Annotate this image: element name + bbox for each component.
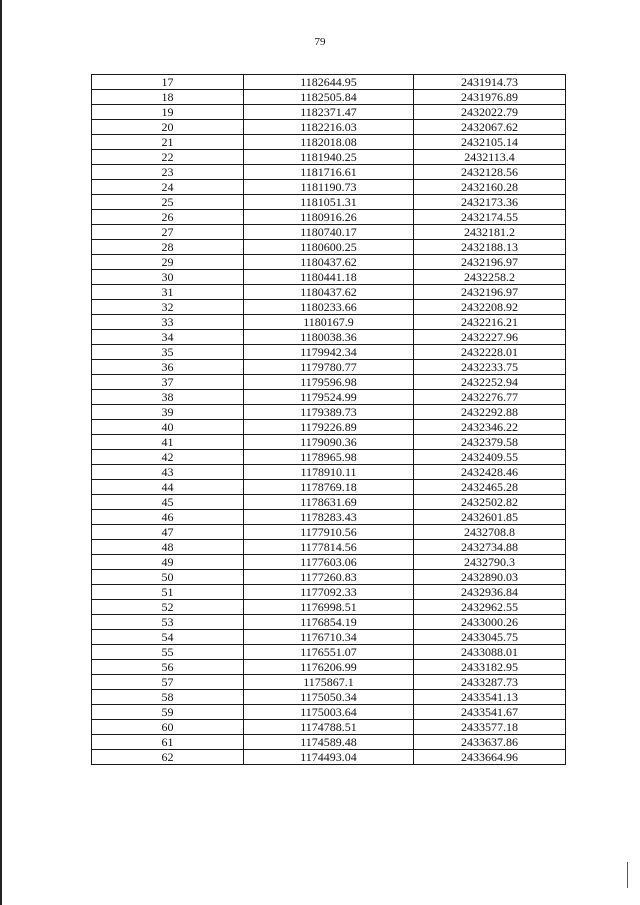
point-number-cell: 22: [92, 150, 244, 165]
y-coordinate-cell: 2433664.96: [414, 750, 566, 765]
table-row: [92, 330, 566, 345]
y-coordinate-cell: 2433637.86: [414, 735, 566, 750]
x-coordinate-cell: 1182644.95: [244, 75, 414, 90]
x-coordinate-cell: 1176206.99: [244, 660, 414, 675]
x-coordinate-cell: 1180437.62: [244, 255, 414, 270]
y-coordinate-cell: 2432465.28: [414, 480, 566, 495]
y-coordinate-cell: 2432173.36: [414, 195, 566, 210]
y-coordinate-cell: 2433182.95: [414, 660, 566, 675]
table-row: [92, 135, 566, 150]
y-coordinate-cell: 2432022.79: [414, 105, 566, 120]
y-coordinate-cell: 2432734.88: [414, 540, 566, 555]
y-coordinate-cell: 2432233.75: [414, 360, 566, 375]
scan-left-edge: [0, 0, 2, 905]
point-number-cell: 23: [92, 165, 244, 180]
y-coordinate-cell: 2432105.14: [414, 135, 566, 150]
x-coordinate-cell: 1179090.36: [244, 435, 414, 450]
point-number-cell: 54: [92, 630, 244, 645]
point-number-cell: 52: [92, 600, 244, 615]
y-coordinate-cell: 2432181.2: [414, 225, 566, 240]
x-coordinate-cell: 1174589.48: [244, 735, 414, 750]
page-number: 79: [314, 36, 326, 48]
point-number-cell: 49: [92, 555, 244, 570]
point-number-cell: 28: [92, 240, 244, 255]
point-number-cell: 60: [92, 720, 244, 735]
point-number-cell: 25: [92, 195, 244, 210]
point-number-cell: 40: [92, 420, 244, 435]
y-coordinate-cell: 2432936.84: [414, 585, 566, 600]
table-row: [92, 675, 566, 690]
table-row: [92, 510, 566, 525]
point-number-cell: 27: [92, 225, 244, 240]
point-number-cell: 37: [92, 375, 244, 390]
point-number-cell: 51: [92, 585, 244, 600]
y-coordinate-cell: 2433541.67: [414, 705, 566, 720]
point-number-cell: 47: [92, 525, 244, 540]
scan-margin-mark: [627, 862, 628, 888]
x-coordinate-cell: 1182018.08: [244, 135, 414, 150]
table-row: [92, 435, 566, 450]
y-coordinate-cell: 2432292.88: [414, 405, 566, 420]
y-coordinate-cell: 2432276.77: [414, 390, 566, 405]
y-coordinate-cell: 2431976.89: [414, 90, 566, 105]
table-row: [92, 540, 566, 555]
table-row: [92, 315, 566, 330]
point-number-cell: 58: [92, 690, 244, 705]
x-coordinate-cell: 1177092.33: [244, 585, 414, 600]
point-number-cell: 29: [92, 255, 244, 270]
y-coordinate-cell: 2432428.46: [414, 465, 566, 480]
table-row: [92, 735, 566, 750]
y-coordinate-cell: 2433287.73: [414, 675, 566, 690]
table-row: [92, 750, 566, 765]
point-number-cell: 18: [92, 90, 244, 105]
point-number-cell: 57: [92, 675, 244, 690]
x-coordinate-cell: 1177260.83: [244, 570, 414, 585]
table-row: [92, 720, 566, 735]
x-coordinate-cell: 1179780.77: [244, 360, 414, 375]
point-number-cell: 50: [92, 570, 244, 585]
table-row: [92, 615, 566, 630]
point-number-cell: 24: [92, 180, 244, 195]
x-coordinate-cell: 1174493.04: [244, 750, 414, 765]
table-row: [92, 525, 566, 540]
point-number-cell: 31: [92, 285, 244, 300]
x-coordinate-cell: 1180740.17: [244, 225, 414, 240]
x-coordinate-cell: 1181051.31: [244, 195, 414, 210]
table-row: [92, 345, 566, 360]
x-coordinate-cell: 1182505.84: [244, 90, 414, 105]
x-coordinate-cell: 1176854.19: [244, 615, 414, 630]
point-number-cell: 61: [92, 735, 244, 750]
point-number-cell: 55: [92, 645, 244, 660]
y-coordinate-cell: 2432067.62: [414, 120, 566, 135]
point-number-cell: 17: [92, 75, 244, 90]
table-row: [92, 255, 566, 270]
table-row: [92, 495, 566, 510]
y-coordinate-cell: 2432708.8: [414, 525, 566, 540]
table-row: [92, 585, 566, 600]
y-coordinate-cell: 2432208.92: [414, 300, 566, 315]
point-number-cell: 30: [92, 270, 244, 285]
y-coordinate-cell: 2432502.82: [414, 495, 566, 510]
x-coordinate-cell: 1178769.18: [244, 480, 414, 495]
y-coordinate-cell: 2432228.01: [414, 345, 566, 360]
table-row: [92, 165, 566, 180]
point-number-cell: 35: [92, 345, 244, 360]
y-coordinate-cell: 2432196.97: [414, 285, 566, 300]
table-row: [92, 390, 566, 405]
y-coordinate-cell: 2432128.56: [414, 165, 566, 180]
point-number-cell: 21: [92, 135, 244, 150]
x-coordinate-cell: 1177603.06: [244, 555, 414, 570]
x-coordinate-cell: 1178910.11: [244, 465, 414, 480]
table-row: [92, 270, 566, 285]
x-coordinate-cell: 1176551.07: [244, 645, 414, 660]
x-coordinate-cell: 1179226.89: [244, 420, 414, 435]
table-row: [92, 375, 566, 390]
table-row: [92, 660, 566, 675]
point-number-cell: 32: [92, 300, 244, 315]
x-coordinate-cell: 1180600.25: [244, 240, 414, 255]
point-number-cell: 45: [92, 495, 244, 510]
x-coordinate-cell: 1180233.66: [244, 300, 414, 315]
table-row: [92, 210, 566, 225]
x-coordinate-cell: 1178283.43: [244, 510, 414, 525]
y-coordinate-cell: 2432962.55: [414, 600, 566, 615]
y-coordinate-cell: 2432379.58: [414, 435, 566, 450]
table-row: [92, 570, 566, 585]
point-number-cell: 34: [92, 330, 244, 345]
y-coordinate-cell: 2433045.75: [414, 630, 566, 645]
x-coordinate-cell: 1174788.51: [244, 720, 414, 735]
x-coordinate-cell: 1182216.03: [244, 120, 414, 135]
x-coordinate-cell: 1180441.18: [244, 270, 414, 285]
x-coordinate-cell: 1180167.9: [244, 315, 414, 330]
table-row: [92, 105, 566, 120]
table-row: [92, 75, 566, 90]
point-number-cell: 53: [92, 615, 244, 630]
y-coordinate-cell: 2432160.28: [414, 180, 566, 195]
point-number-cell: 48: [92, 540, 244, 555]
point-number-cell: 39: [92, 405, 244, 420]
y-coordinate-cell: 2432790.3: [414, 555, 566, 570]
table-row: [92, 465, 566, 480]
point-number-cell: 20: [92, 120, 244, 135]
x-coordinate-cell: 1176998.51: [244, 600, 414, 615]
table-row: [92, 630, 566, 645]
x-coordinate-cell: 1180916.26: [244, 210, 414, 225]
table-row: [92, 690, 566, 705]
y-coordinate-cell: 2432174.55: [414, 210, 566, 225]
table-row: [92, 360, 566, 375]
y-coordinate-cell: 2432890.03: [414, 570, 566, 585]
x-coordinate-cell: 1176710.34: [244, 630, 414, 645]
y-coordinate-cell: 2432188.13: [414, 240, 566, 255]
y-coordinate-cell: 2433000.26: [414, 615, 566, 630]
y-coordinate-cell: 2432409.55: [414, 450, 566, 465]
table-row: [92, 600, 566, 615]
y-coordinate-cell: 2432601.85: [414, 510, 566, 525]
y-coordinate-cell: 2432113.4: [414, 150, 566, 165]
table-row: [92, 555, 566, 570]
table-row: [92, 645, 566, 660]
table-row: [92, 705, 566, 720]
table-row: [92, 285, 566, 300]
y-coordinate-cell: 2432346.22: [414, 420, 566, 435]
point-number-cell: 43: [92, 465, 244, 480]
x-coordinate-cell: 1178965.98: [244, 450, 414, 465]
x-coordinate-cell: 1181190.73: [244, 180, 414, 195]
x-coordinate-cell: 1175050.34: [244, 690, 414, 705]
y-coordinate-cell: 2431914.73: [414, 75, 566, 90]
x-coordinate-cell: 1175003.64: [244, 705, 414, 720]
x-coordinate-cell: 1179389.73: [244, 405, 414, 420]
point-number-cell: 44: [92, 480, 244, 495]
table-row: [92, 225, 566, 240]
x-coordinate-cell: 1175867.1: [244, 675, 414, 690]
table-row: [92, 150, 566, 165]
point-number-cell: 56: [92, 660, 244, 675]
y-coordinate-cell: 2432216.21: [414, 315, 566, 330]
table-row: [92, 420, 566, 435]
table-row: [92, 120, 566, 135]
table-row: [92, 480, 566, 495]
table-row: [92, 180, 566, 195]
x-coordinate-cell: 1179596.98: [244, 375, 414, 390]
y-coordinate-cell: 2432252.94: [414, 375, 566, 390]
x-coordinate-cell: 1179524.99: [244, 390, 414, 405]
point-number-cell: 41: [92, 435, 244, 450]
x-coordinate-cell: 1179942.34: [244, 345, 414, 360]
coordinates-table: [91, 74, 566, 765]
coordinates-table-body: [92, 75, 566, 765]
table-row: [92, 405, 566, 420]
x-coordinate-cell: 1178631.69: [244, 495, 414, 510]
point-number-cell: 46: [92, 510, 244, 525]
table-row: [92, 195, 566, 210]
y-coordinate-cell: 2432227.96: [414, 330, 566, 345]
point-number-cell: 62: [92, 750, 244, 765]
point-number-cell: 33: [92, 315, 244, 330]
point-number-cell: 42: [92, 450, 244, 465]
point-number-cell: 36: [92, 360, 244, 375]
y-coordinate-cell: 2432258.2: [414, 270, 566, 285]
x-coordinate-cell: 1182371.47: [244, 105, 414, 120]
y-coordinate-cell: 2433541.13: [414, 690, 566, 705]
x-coordinate-cell: 1180437.62: [244, 285, 414, 300]
table-row: [92, 450, 566, 465]
point-number-cell: 26: [92, 210, 244, 225]
x-coordinate-cell: 1180038.36: [244, 330, 414, 345]
x-coordinate-cell: 1177814.56: [244, 540, 414, 555]
x-coordinate-cell: 1181716.61: [244, 165, 414, 180]
table-row: [92, 90, 566, 105]
point-number-cell: 59: [92, 705, 244, 720]
point-number-cell: 19: [92, 105, 244, 120]
y-coordinate-cell: 2433088.01: [414, 645, 566, 660]
point-number-cell: 38: [92, 390, 244, 405]
y-coordinate-cell: 2432196.97: [414, 255, 566, 270]
table-row: [92, 300, 566, 315]
x-coordinate-cell: 1181940.25: [244, 150, 414, 165]
y-coordinate-cell: 2433577.18: [414, 720, 566, 735]
table-row: [92, 240, 566, 255]
x-coordinate-cell: 1177910.56: [244, 525, 414, 540]
